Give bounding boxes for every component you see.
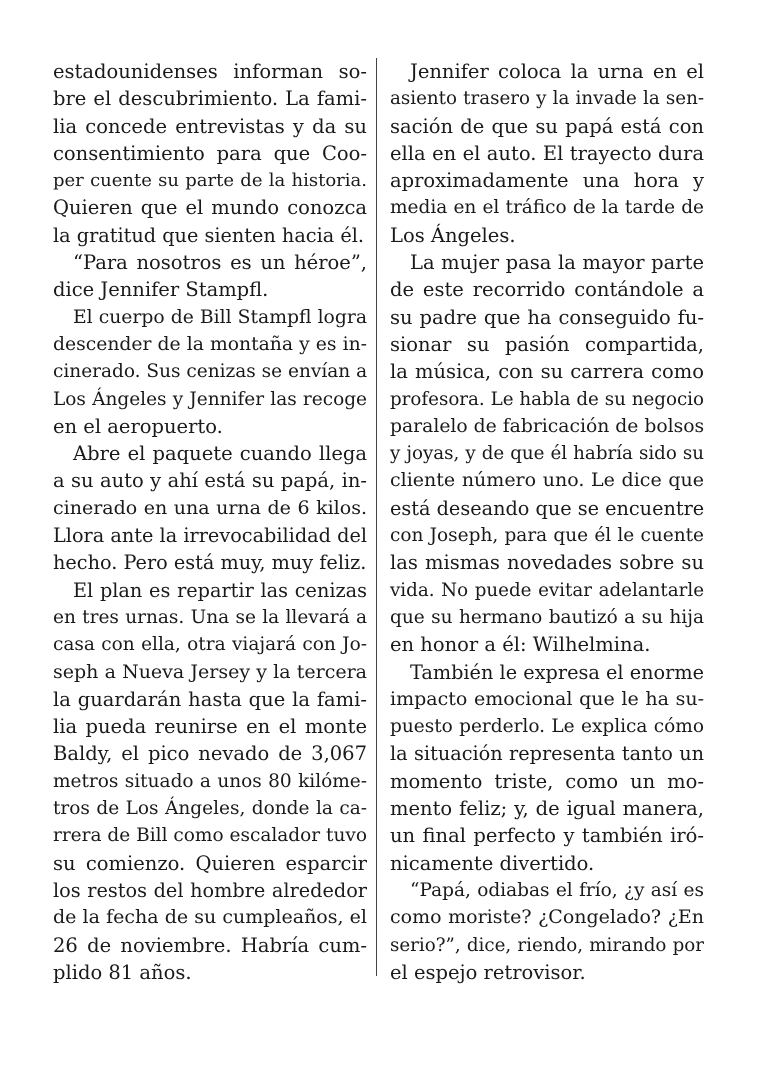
text-line: momento triste, como un mo- bbox=[390, 769, 704, 793]
text-line: la música, con su carrera como bbox=[390, 360, 704, 384]
text-line: serio?”, dice, riendo, mirando por bbox=[390, 934, 704, 956]
text-line: está deseando que se encuentre bbox=[390, 496, 705, 520]
text-line: estadounidenses informan so- bbox=[53, 60, 367, 83]
text-line: lia pueda reunirse en el monte bbox=[53, 715, 367, 739]
text-line: rrera de Bill como escalador tuvo bbox=[53, 825, 367, 847]
text-line: profesora. Le habla de su negocio bbox=[390, 388, 704, 410]
text-line: puesto perderlo. Le explica cómo bbox=[390, 716, 704, 738]
text-line: paralelo de fabricación de bolsos bbox=[390, 415, 705, 437]
text-line: cinerado. Sus cenizas se envían a bbox=[53, 361, 368, 383]
text-line: la gratitud que sienten hacia él. bbox=[53, 223, 364, 247]
text-line: Jennifer coloca la urna en el bbox=[410, 60, 704, 83]
text-line: Llora ante la irrevocabilidad del bbox=[53, 524, 367, 548]
left-text-column bbox=[53, 58, 367, 986]
text-line: y joyas, y de que él habría sido su bbox=[390, 443, 704, 465]
text-line: casa con ella, otra viajará con Jo- bbox=[53, 634, 367, 656]
text-line: vida. No puede evitar adelantarle bbox=[390, 579, 704, 601]
text-line: consentimiento para que Coo- bbox=[53, 141, 367, 165]
text-line: bre el descubrimiento. La fami- bbox=[53, 87, 367, 111]
text-line: metros situado a unos 80 kilóme- bbox=[53, 770, 367, 792]
text-line: El cuerpo de Bill Stampfl logra bbox=[73, 306, 367, 328]
text-line: con Joseph, para que él le cuente bbox=[390, 525, 704, 547]
text-line: los restos del hombre alrededor bbox=[53, 878, 367, 902]
text-line: en tres urnas. Una se la llevará a bbox=[53, 606, 367, 628]
text-line: lia concede entrevistas y da su bbox=[53, 114, 367, 138]
text-line: asiento trasero y la invade la sen- bbox=[390, 88, 704, 110]
text-line: La mujer pasa la mayor parte bbox=[410, 251, 704, 275]
text-line: Abre el paquete cuando llega bbox=[73, 442, 367, 466]
text-line: la situación representa tanto un bbox=[390, 742, 704, 766]
text-line: a su auto y ahí está su papá, in- bbox=[53, 469, 367, 493]
text-line: su comienzo. Quieren esparcir bbox=[53, 851, 367, 875]
text-line: Los Ángeles y Jennifer las recoge bbox=[53, 388, 367, 410]
text-line: las mismas novedades sobre su bbox=[390, 551, 704, 575]
text-line: “Para nosotros es un héroe”, bbox=[73, 251, 367, 275]
text-line: hecho. Pero está muy, muy feliz. bbox=[53, 551, 367, 575]
text-line: cinerado en una urna de 6 kilos. bbox=[53, 496, 367, 519]
text-line: su padre que ha conseguido fu- bbox=[390, 305, 704, 329]
text-line: mento feliz; y, de igual manera, bbox=[390, 797, 704, 821]
text-line: que su hermano bautizó a su hija bbox=[390, 606, 704, 628]
text-line: seph a Nueva Jersey y la tercera bbox=[53, 660, 367, 683]
text-line: descender de la montaña y es in- bbox=[53, 333, 367, 355]
text-line: aproximadamente una hora y bbox=[390, 169, 704, 193]
text-line: Los Ángeles. bbox=[390, 223, 516, 247]
text-line: en honor a él: Wilhelmina. bbox=[390, 633, 651, 657]
text-line: per cuente su parte de la historia. bbox=[53, 170, 367, 192]
text-line: un final perfecto y también iró- bbox=[390, 824, 704, 848]
text-line: 26 de noviembre. Habría cum- bbox=[53, 933, 367, 957]
text-line: Baldy, el pico nevado de 3,067 bbox=[53, 742, 367, 766]
right-text-column bbox=[390, 58, 704, 986]
text-line: la guardarán hasta que la fami- bbox=[53, 687, 367, 711]
column-divider bbox=[376, 58, 377, 976]
text-line: como moriste? ¿Congelado? ¿En bbox=[390, 906, 704, 929]
text-line: de este recorrido contándole a bbox=[390, 278, 704, 302]
text-line: dice Jennifer Stampfl. bbox=[53, 278, 269, 302]
text-line: plido 81 años. bbox=[53, 960, 192, 984]
text-line: de la fecha de su cumpleaños, el bbox=[53, 906, 367, 929]
text-line: sionar su pasión compartida, bbox=[390, 332, 704, 356]
text-line: media en el tráfico de la tarde de bbox=[390, 197, 704, 219]
text-line: También le expresa el enorme bbox=[410, 660, 704, 684]
text-line: el espejo retrovisor. bbox=[390, 960, 586, 984]
text-line: impacto emocional que le ha su- bbox=[390, 687, 704, 710]
text-line: nicamente divertido. bbox=[390, 851, 595, 875]
text-line: en el aeropuerto. bbox=[53, 414, 223, 438]
text-line: El plan es repartir las cenizas bbox=[73, 578, 367, 602]
text-line: sación de que su papá está con bbox=[390, 114, 704, 138]
text-line: tros de Los Ángeles, donde la ca- bbox=[53, 798, 367, 820]
text-line: “Papá, odiabas el frío, ¿y así es bbox=[410, 879, 704, 901]
text-line: Quieren que el mundo conozca bbox=[53, 196, 367, 220]
text-line: ella en el auto. El trayecto dura bbox=[390, 141, 704, 165]
text-line: cliente número uno. Le dice que bbox=[390, 469, 704, 492]
